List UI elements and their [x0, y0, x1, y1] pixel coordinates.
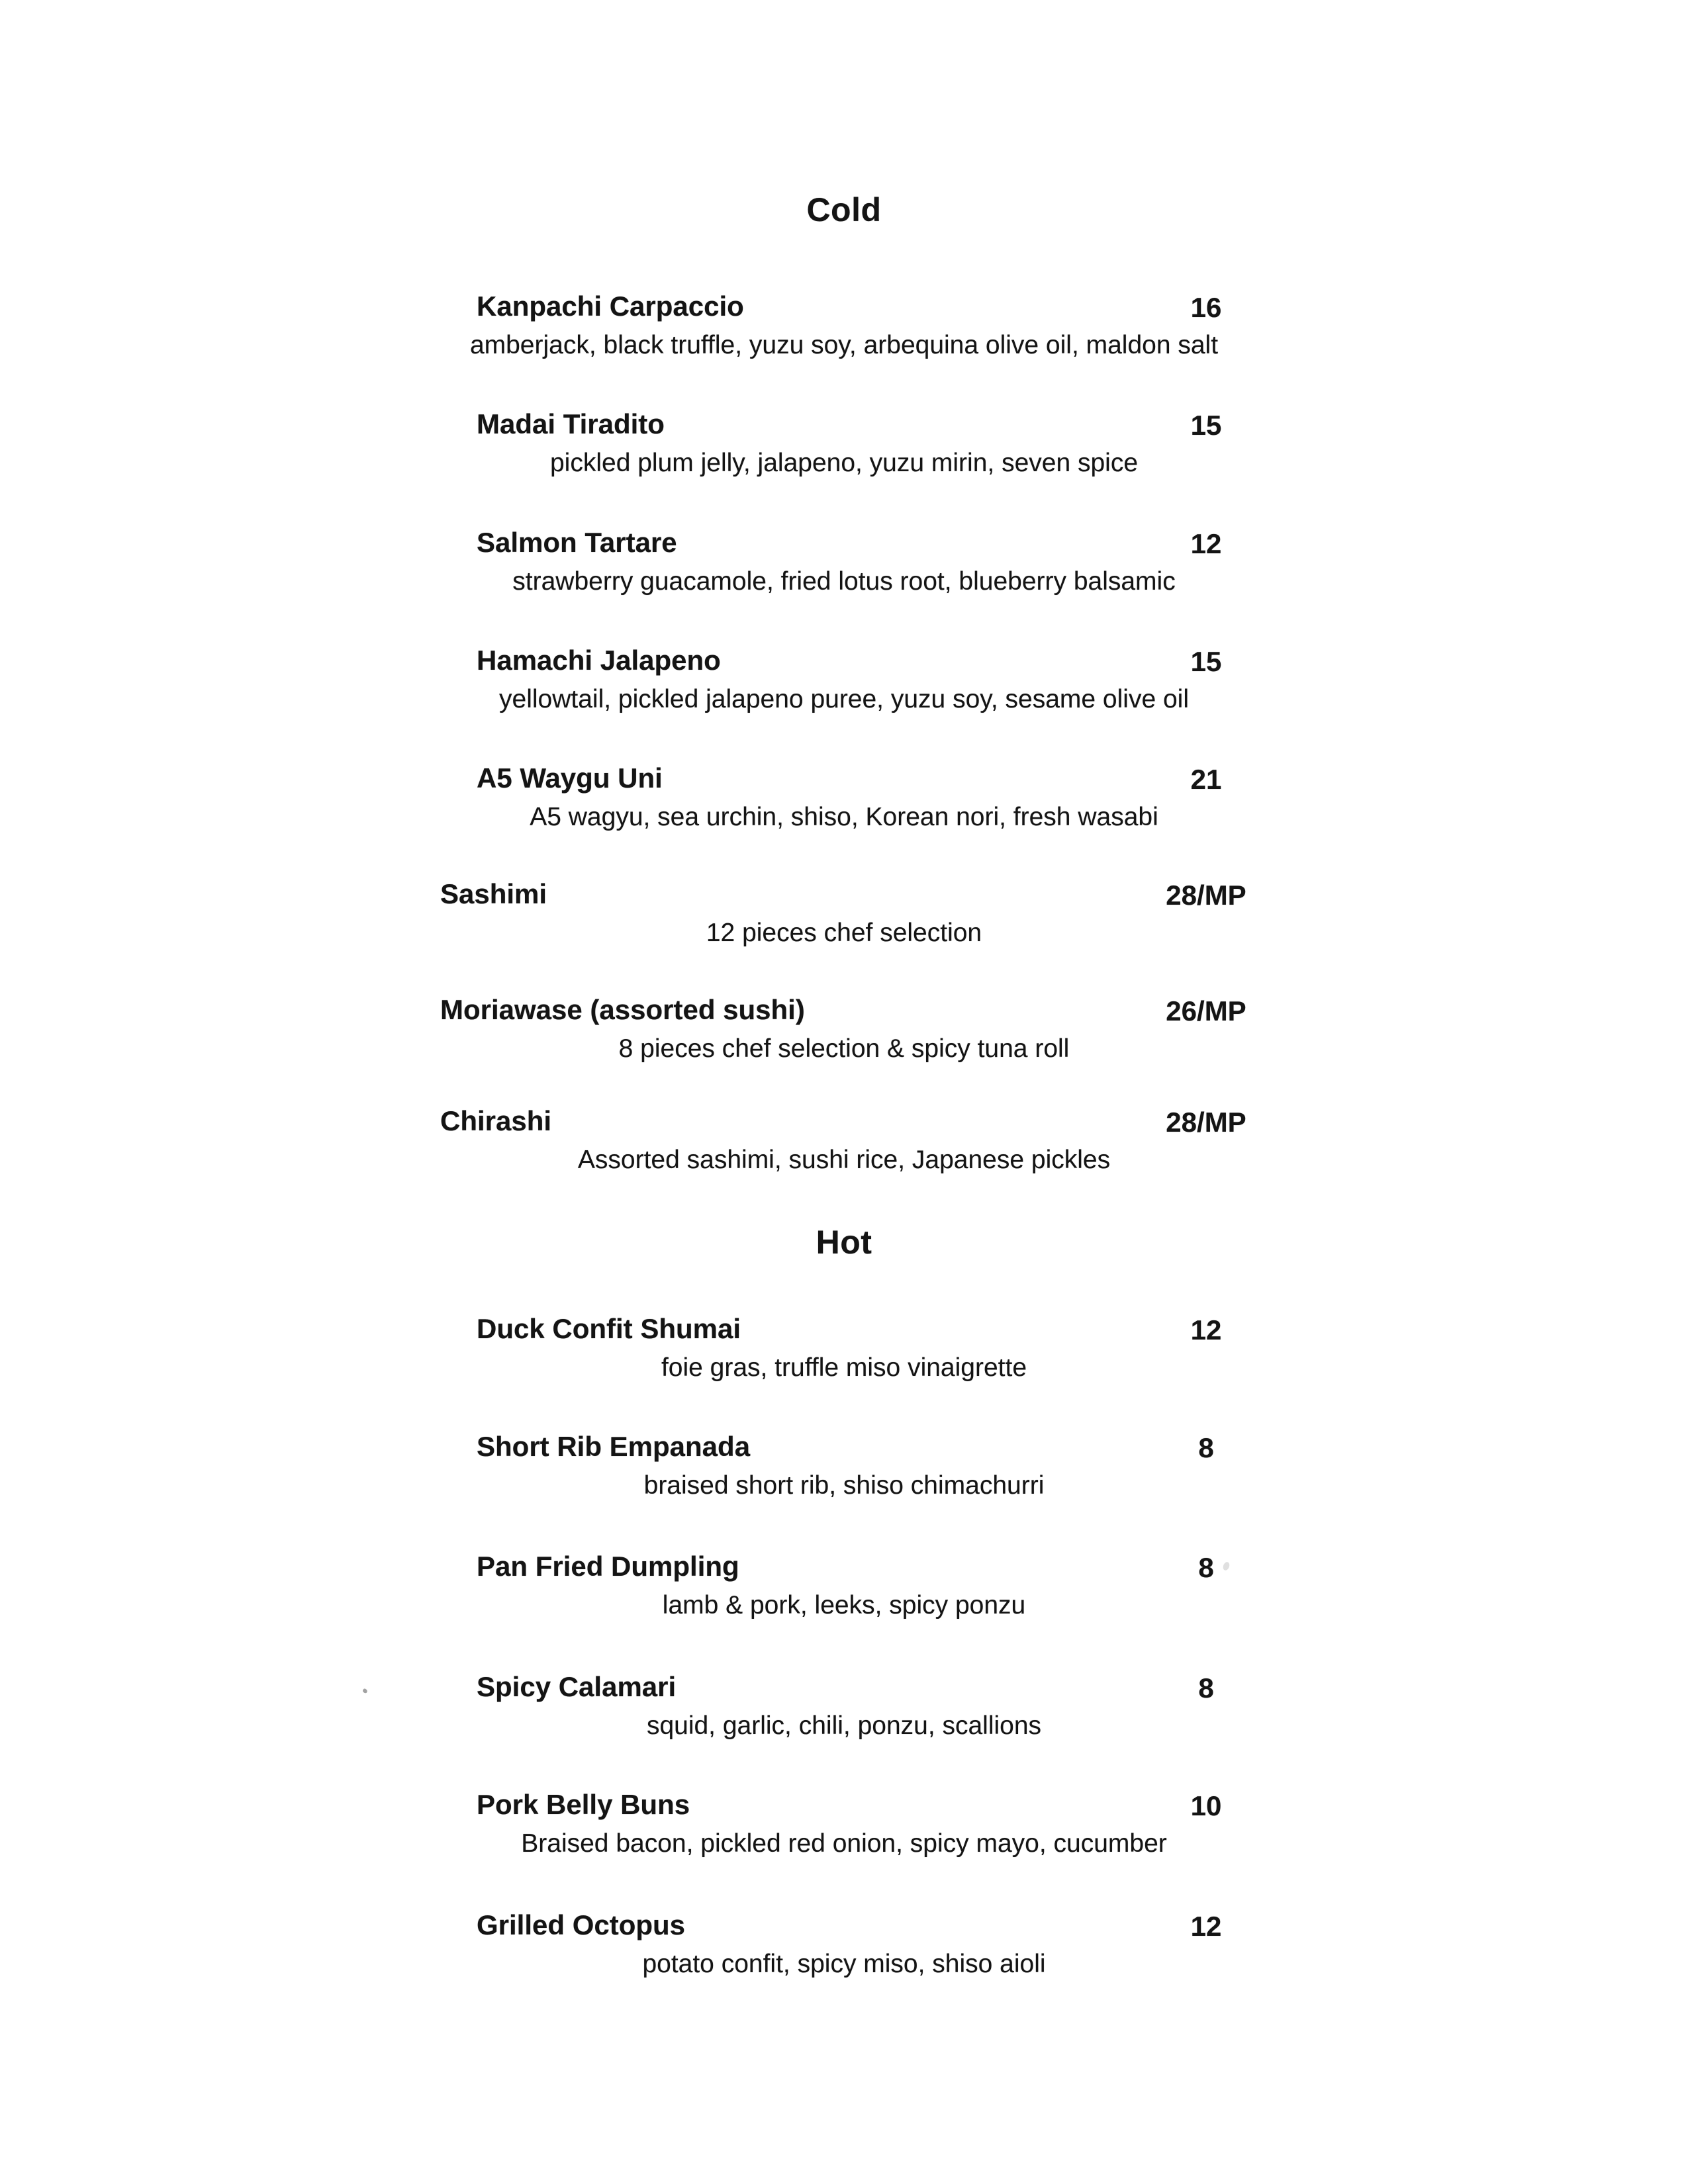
menu-item-description: foie gras, truffle miso vinaigrette: [661, 1353, 1027, 1382]
menu-item-name: A5 Waygu Uni: [477, 762, 663, 794]
menu-item-price: 26/MP: [1166, 995, 1246, 1026]
menu-item-description: squid, garlic, chili, ponzu, scallions: [646, 1711, 1042, 1740]
menu-item-description: strawberry guacamole, fried lotus root, blueberry balsamic: [512, 567, 1176, 596]
menu-item-price: 10: [1190, 1790, 1222, 1821]
menu-item: [0, 996, 1688, 1082]
menu-item-description: yellowtail, pickled jalapeno puree, yuzu soy, sesame olive oil: [499, 685, 1189, 713]
menu-item: [0, 647, 1688, 733]
menu-item-price: 15: [1190, 410, 1222, 441]
menu-item: [0, 529, 1688, 615]
menu-item-name: Sashimi: [440, 878, 547, 909]
menu-item-description: potato confit, spicy miso, shiso aioli: [642, 1950, 1046, 1978]
menu-item-description: Assorted sashimi, sushi rice, Japanese pickles: [577, 1146, 1111, 1174]
menu-item-name: Salmon Tartare: [477, 527, 677, 558]
menu-item-name: Grilled Octopus: [477, 1909, 686, 1940]
menu-item-description: pickled plum jelly, jalapeno, yuzu mirin, seven spice: [549, 449, 1139, 477]
menu-item-name: Chirashi: [440, 1105, 552, 1136]
menu-item-description: lamb & pork, leeks, spicy ponzu: [662, 1591, 1026, 1619]
menu-item-name: Madai Tiradito: [477, 408, 665, 439]
menu-item-name: Pork Belly Buns: [477, 1789, 690, 1820]
menu-item-price: 28/MP: [1166, 1107, 1246, 1138]
menu-item: [0, 1315, 1688, 1401]
menu-item-description: braised short rib, shiso chimachurri: [643, 1471, 1045, 1500]
menu-item-price: 16: [1190, 292, 1222, 323]
menu-item-description: 12 pieces chef selection: [706, 919, 982, 947]
section-heading-hot: Hot: [816, 1224, 872, 1261]
menu-item-name: Short Rib Empanada: [477, 1431, 751, 1462]
menu-item-price: 12: [1190, 1911, 1222, 1942]
menu-item-description: 8 pieces chef selection & spicy tuna roll: [618, 1034, 1070, 1063]
section-heading-cold: Cold: [806, 191, 882, 228]
menu-item: [0, 293, 1688, 379]
menu-item-price: 12: [1190, 528, 1222, 559]
menu-item-price: 8: [1198, 1552, 1214, 1583]
menu-item-description: amberjack, black truffle, yuzu soy, arbequina olive oil, maldon salt: [469, 331, 1219, 359]
menu-item: [0, 764, 1688, 850]
menu-item-price: 28/MP: [1166, 880, 1246, 911]
menu-item-price: 12: [1190, 1314, 1222, 1345]
menu-item-name: Hamachi Jalapeno: [477, 645, 721, 676]
menu-item-price: 15: [1190, 646, 1222, 677]
menu-item: [0, 410, 1688, 496]
menu-item-description: A5 wagyu, sea urchin, shiso, Korean nori, fresh wasabi: [530, 803, 1158, 831]
menu-item-name: Kanpachi Carpaccio: [477, 291, 744, 322]
menu-item: [0, 1107, 1688, 1193]
menu-item-description: Braised bacon, pickled red onion, spicy mayo, cucumber: [521, 1829, 1167, 1858]
menu-item-name: Duck Confit Shumai: [477, 1313, 741, 1344]
menu-item-price: 8: [1198, 1432, 1214, 1463]
menu-item: [0, 1911, 1688, 1997]
menu-item-name: Moriawase (assorted sushi): [440, 994, 805, 1025]
menu-item-price: 8: [1198, 1672, 1214, 1704]
menu-item: [0, 880, 1688, 966]
menu-item-price: 21: [1190, 764, 1222, 795]
menu-item: [0, 1553, 1688, 1639]
menu-item: [0, 1673, 1688, 1759]
menu-item: [0, 1433, 1688, 1519]
menu-item-name: Pan Fried Dumpling: [477, 1551, 739, 1582]
menu-item: [0, 1791, 1688, 1877]
menu-item-name: Spicy Calamari: [477, 1671, 677, 1702]
